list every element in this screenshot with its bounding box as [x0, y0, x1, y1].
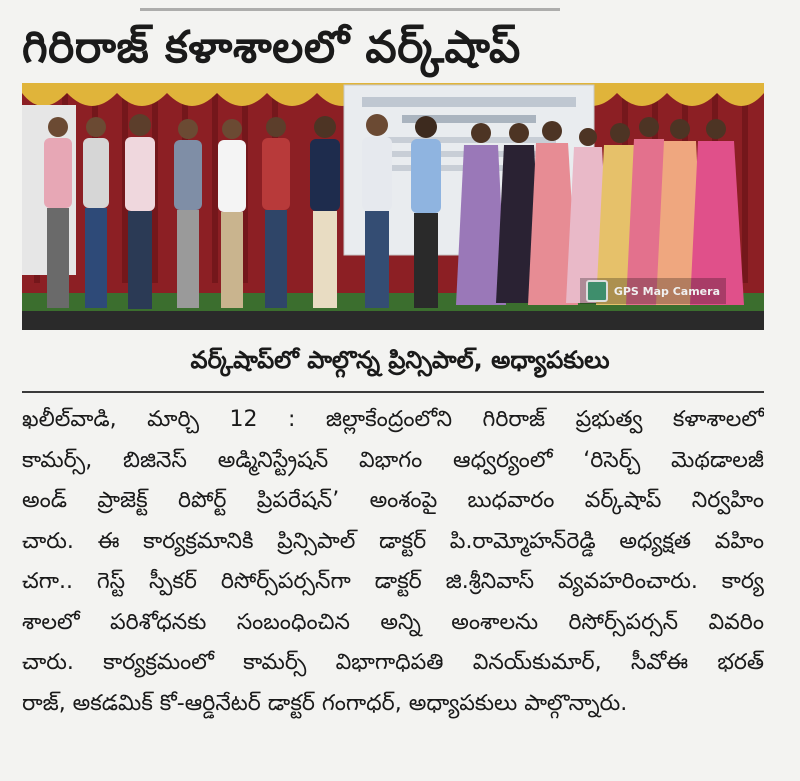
- article-body: [22, 400, 764, 724]
- body-line: చారు. ఈ కార్యక్రమానికి ప్రిన్సిపాల్ డాక్టర్ పి.రామ్మోహన్‌రెడ్డి అధ్యక్షత వహిం: [22, 528, 764, 554]
- gps-camera-watermark: [580, 278, 726, 304]
- article-headline: గిరిరాజ్ కళాశాలలో వర్క్‌షాప్: [22, 22, 521, 73]
- caption-divider: [22, 391, 764, 393]
- body-line: రాజ్, అకడమిక్ కో-ఆర్డినేటర్ డాక్టర్ గంగాధర్, అధ్యాపకులు పాల్గొన్నారు.: [22, 690, 628, 716]
- body-line: శాలలో పరిశోధనకు సంబంధించిన అన్ని అంశాలను రిసోర్స్‌పర్సన్ వివరిం: [22, 609, 764, 635]
- gps-map-icon: [586, 280, 608, 302]
- body-line: అండ్ ప్రాజెక్ట్ రిపోర్ట్ ప్రిపరేషన్’ అంశంపై బుధవారం వర్క్‌షాప్ నిర్వహిం: [22, 488, 764, 513]
- watermark-text: GPS Map Camera: [613, 284, 720, 298]
- body-line: చారు. కార్యక్రమంలో కామర్స్ విభాగాధిపతి వినయ్‌కుమార్, సీవోఈ భరత్: [22, 650, 764, 675]
- previous-article-edge: [140, 0, 560, 11]
- photo-caption: వర్క్‌షాప్‌లో పాల్గొన్న ప్రిన్సిపాల్, అధ్యాపకులు: [190, 346, 610, 374]
- body-line: కామర్స్, బిజినెస్ అడ్మినిస్ట్రేషన్ విభాగం ఆధ్వర్యంలో ‘రిసెర్చ్ మెథడాలజీ: [22, 447, 764, 473]
- body-line: చగా.. గెస్ట్ స్పీకర్ రిసోర్స్‌పర్సన్‌గా డాక్టర్ జి.శ్రీనివాస్ వ్యవహరించారు. కార్య: [22, 569, 764, 594]
- next-article-edge: [22, 761, 522, 781]
- news-photo: [22, 83, 764, 330]
- body-line: ఖలీల్‌వాడి, మార్చి 12 : జిల్లాకేంద్రంలోని గిరిరాజ్ ప్రభుత్వ కళాశాలలో: [22, 407, 764, 432]
